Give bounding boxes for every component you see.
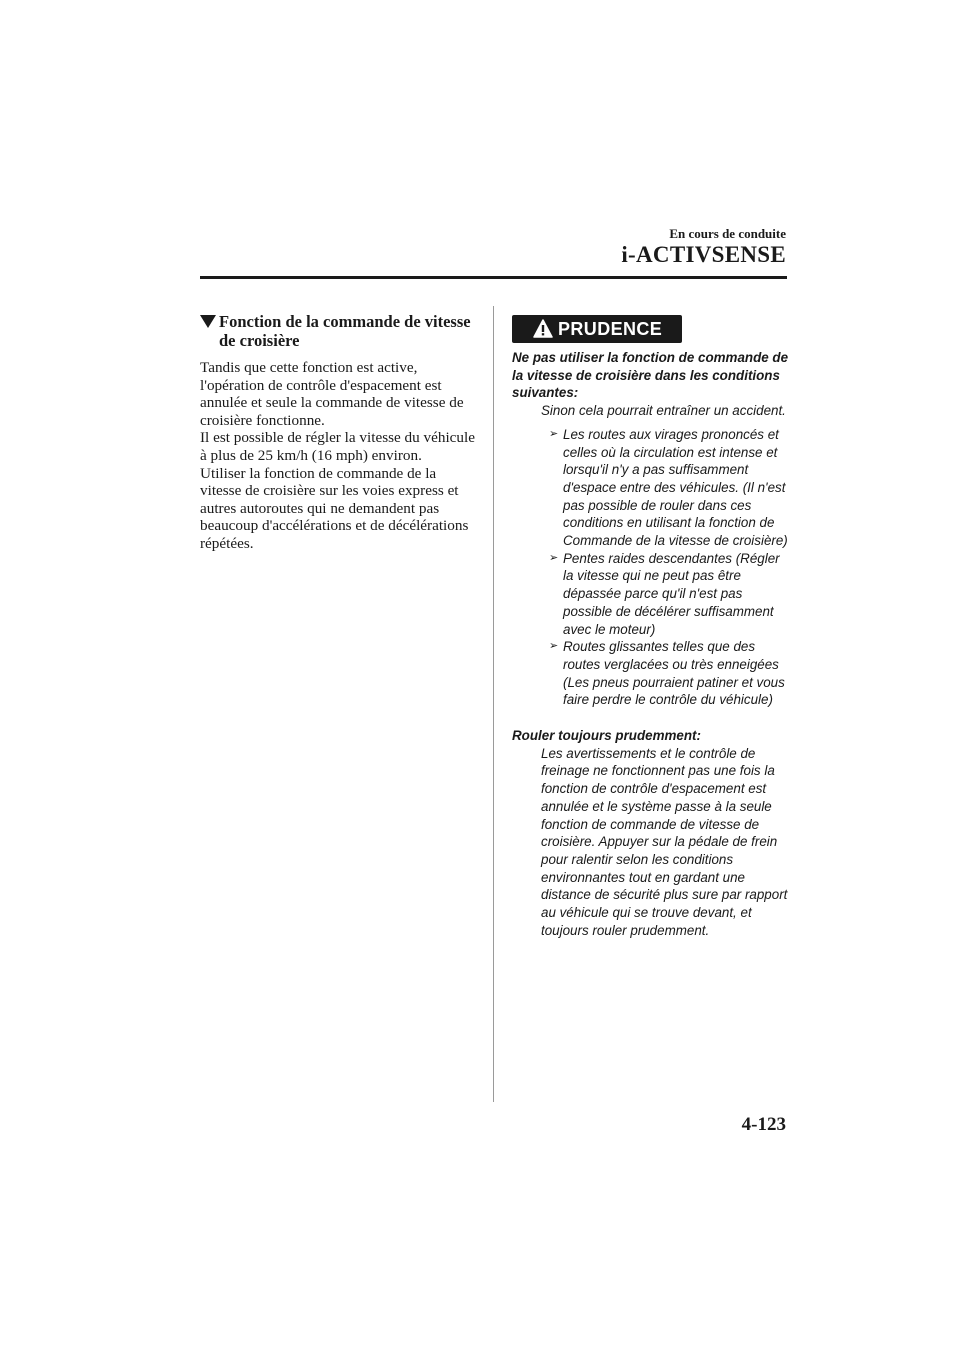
column-divider <box>493 306 494 1102</box>
paragraph: Utiliser la fonction de commande de la vitesse de croisière sur les voies express et autres autoroutes qui ne demandent pas beaucoup d'accélérations et de décélérations répétées. <box>200 464 469 552</box>
arrow-bullet-icon: ➢ <box>549 551 559 564</box>
page-number: 4-123 <box>741 1114 786 1135</box>
body-text <box>200 359 478 553</box>
header-divider <box>200 276 787 279</box>
arrow-bullet-icon: ➢ <box>549 427 559 440</box>
caution-text: Sinon cela pourrait entraîner un accident. <box>541 403 786 419</box>
caution-block <box>512 349 792 940</box>
list-item <box>549 426 792 550</box>
caution-lead: Rouler toujours prudemment: <box>512 728 701 744</box>
subsection-heading <box>200 312 480 350</box>
section-title: i-ACTIVSENSE <box>621 242 786 267</box>
list-item-text: Les routes aux virages prononcés et celles où la circulation est intense et lorsqu'il n'y a pas suffisamment d'espace entre des véhicules. (Il n'est pas possible de rouler dans ces conditions en utilisant la fonction de Commande de la vitesse de croisière) <box>563 426 788 549</box>
chapter-title: En cours de conduite <box>669 226 786 241</box>
list-item-text: Pentes raides descendantes (Régler la vitesse qui ne peut pas être dépassée parce qu'il n'est pas possible de décélérer suffisamment avec le moteur) <box>563 550 780 637</box>
list-item <box>549 638 792 709</box>
caution-lead: Ne pas utiliser la fonction de commande de la vitesse de croisière dans les conditions suivantes: <box>512 350 789 401</box>
caution-text: Les avertissements et le contrôle de freinage ne fonctionnent pas une fois la fonction de contrôle d'espacement est annulée et le système passe à la seule fonction de commande de vitesse de croisière. Appuyer sur la pédale de frein pour ralentir selon les conditions environnantes tout en gardant une distance de sécurité plus sure par rapport au véhicule qui se trouve devant, et toujours rouler prudemment. <box>541 745 788 938</box>
triangle-down-icon <box>200 315 216 328</box>
caution-list <box>549 426 792 709</box>
list-item <box>549 550 792 639</box>
warning-triangle-icon <box>533 319 553 338</box>
list-item-text: Routes glissantes telles que des routes verglacées ou très enneigées (Les pneus pourraient patiner et vous faire perdre le contrôle du véhicule) <box>563 639 785 708</box>
caution-badge <box>512 315 682 343</box>
subsection-heading-text: Fonction de la commande de vitesse de croisière <box>219 312 471 350</box>
arrow-bullet-icon: ➢ <box>549 640 559 653</box>
paragraph: Il est possible de régler la vitesse du véhicule à plus de 25 km/h (16 mph) environ. <box>200 429 475 464</box>
caution-label: PRUDENCE <box>558 319 663 339</box>
paragraph: Tandis que cette fonction est active, l'opération de contrôle d'espacement est annulée et seule la commande de vitesse de croisière fonctionne. <box>200 359 464 429</box>
